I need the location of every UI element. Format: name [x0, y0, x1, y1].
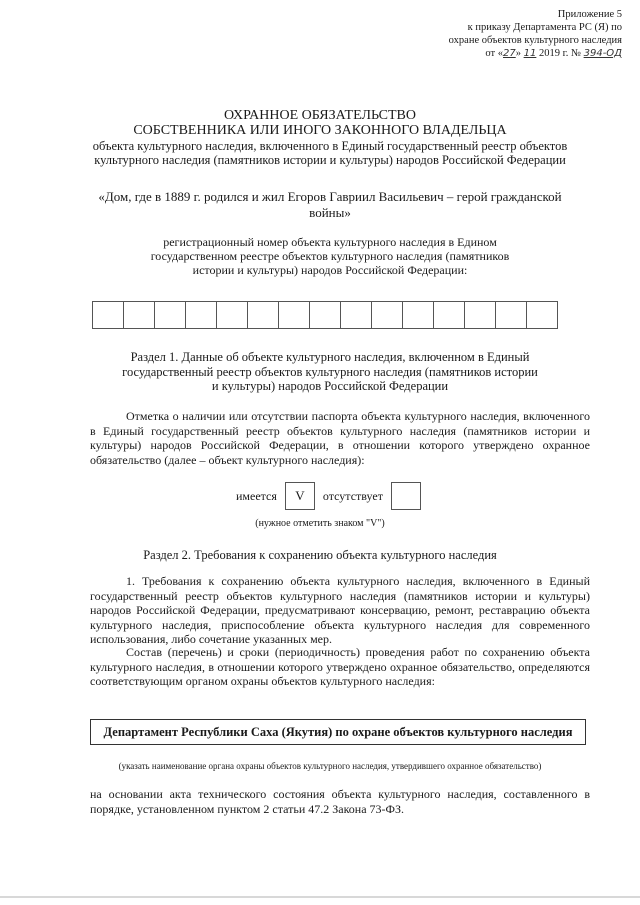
present-checkbox[interactable]: V [285, 482, 315, 510]
appendix-line4 [392, 47, 622, 60]
registration-cell [216, 301, 248, 329]
registration-cell [92, 301, 124, 329]
registration-cell [185, 301, 217, 329]
registration-cell [278, 301, 310, 329]
registration-number-grid [92, 301, 557, 329]
date-day: 27 [503, 48, 516, 59]
absent-checkbox[interactable] [391, 482, 421, 510]
registration-cell [371, 301, 403, 329]
present-label: имеется [236, 488, 277, 503]
section1-heading: Раздел 1. Данные об объекте культурного наследия, включенном в Единый государственный реестр объектов культурного наследия (памятников истории и культуры) народов Российской Федерации [122, 350, 538, 393]
date-month: 11 [523, 48, 537, 59]
registration-label: регистрационный номер объекта культурного наследия в Едином государственном реестре объектов культурного наследия (памятников истории и культуры) народов Российской Федерации: [150, 235, 510, 277]
date-year: 2019 г. № [538, 48, 581, 59]
authority-box: Департамент Республики Саха (Якутия) по охране объектов культурного наследия [90, 719, 586, 745]
title-subtitle: объекта культурного наследия, включенного в Единый государственный реестр объектов культурного наследия (памятников истории и культуры) народов Российской Федерации [92, 139, 568, 167]
registration-cell [433, 301, 465, 329]
appendix-header [392, 8, 622, 60]
date-prefix: от « [485, 48, 503, 59]
appendix-line2: к приказу Департамента РС (Я) по [467, 22, 622, 33]
appendix-line1: Приложение 5 [557, 9, 622, 20]
registration-cell [309, 301, 341, 329]
registration-cell [340, 301, 372, 329]
passport-paragraph: Отметка о наличии или отсутствии паспорта объекта культурного наследия, включенного в Единый государственный реестр объектов культурного наследия (памятников истории и культуры) народов Российской Федерации, в отношении которого утверждено охранное обязательство (далее – объект культурного наследия): [90, 409, 590, 467]
works-paragraph: Состав (перечень) и сроки (периодичность) проведения работ по сохранению объекта культурного наследия, в отношении которого утверждено охранное обязательство, определяются соответствующим органом охраны объектов культурного наследия: [90, 645, 590, 688]
order-number: 394-ОД [583, 48, 622, 59]
object-name: «Дом, где в 1889 г. родился и жил Егоров Гавриил Васильевич – герой гражданской войны» [98, 189, 562, 220]
absent-label: отсутствует [322, 488, 383, 503]
passport-presence-row [236, 482, 429, 510]
section2-heading: Раздел 2. Требования к сохранению объекта культурного наследия [143, 548, 497, 562]
title-line1: ОХРАННОЕ ОБЯЗАТЕЛЬСТВО [224, 108, 416, 123]
registration-cell [526, 301, 558, 329]
authority-note: (указать наименование органа охраны объектов культурного наследия, утвердившего охранное обязательство) [118, 761, 542, 771]
requirements-paragraph: 1. Требования к сохранению объекта культурного наследия, включенного в Единый государственный реестр объектов культурного наследия (памятников истории и культуры) народов Российской Федерации, предусматривают консервацию, ремонт, реставрацию объекта культурного наследия, приспособление объекта культурного наследия для современного использования, либо сочетание указанных мер. [90, 574, 590, 646]
registration-cell [123, 301, 155, 329]
appendix-line3: охране объектов культурного наследия [448, 35, 622, 46]
basis-paragraph: на основании акта технического состояния объекта культурного наследия, составленного в порядке, установленном пунктом 2 статьи 47.2 Закона 73-ФЗ. [90, 787, 590, 816]
registration-cell [402, 301, 434, 329]
date-mid: » [515, 48, 521, 59]
title-line2: СОБСТВЕННИКА ИЛИ ИНОГО ЗАКОННОГО ВЛАДЕЛЬЦА [133, 123, 507, 138]
registration-cell [464, 301, 496, 329]
registration-cell [247, 301, 279, 329]
scan-edge-divider [0, 896, 640, 898]
mark-note: (нужное отметить знаком "V") [255, 518, 385, 529]
registration-cell [495, 301, 527, 329]
registration-cell [154, 301, 186, 329]
